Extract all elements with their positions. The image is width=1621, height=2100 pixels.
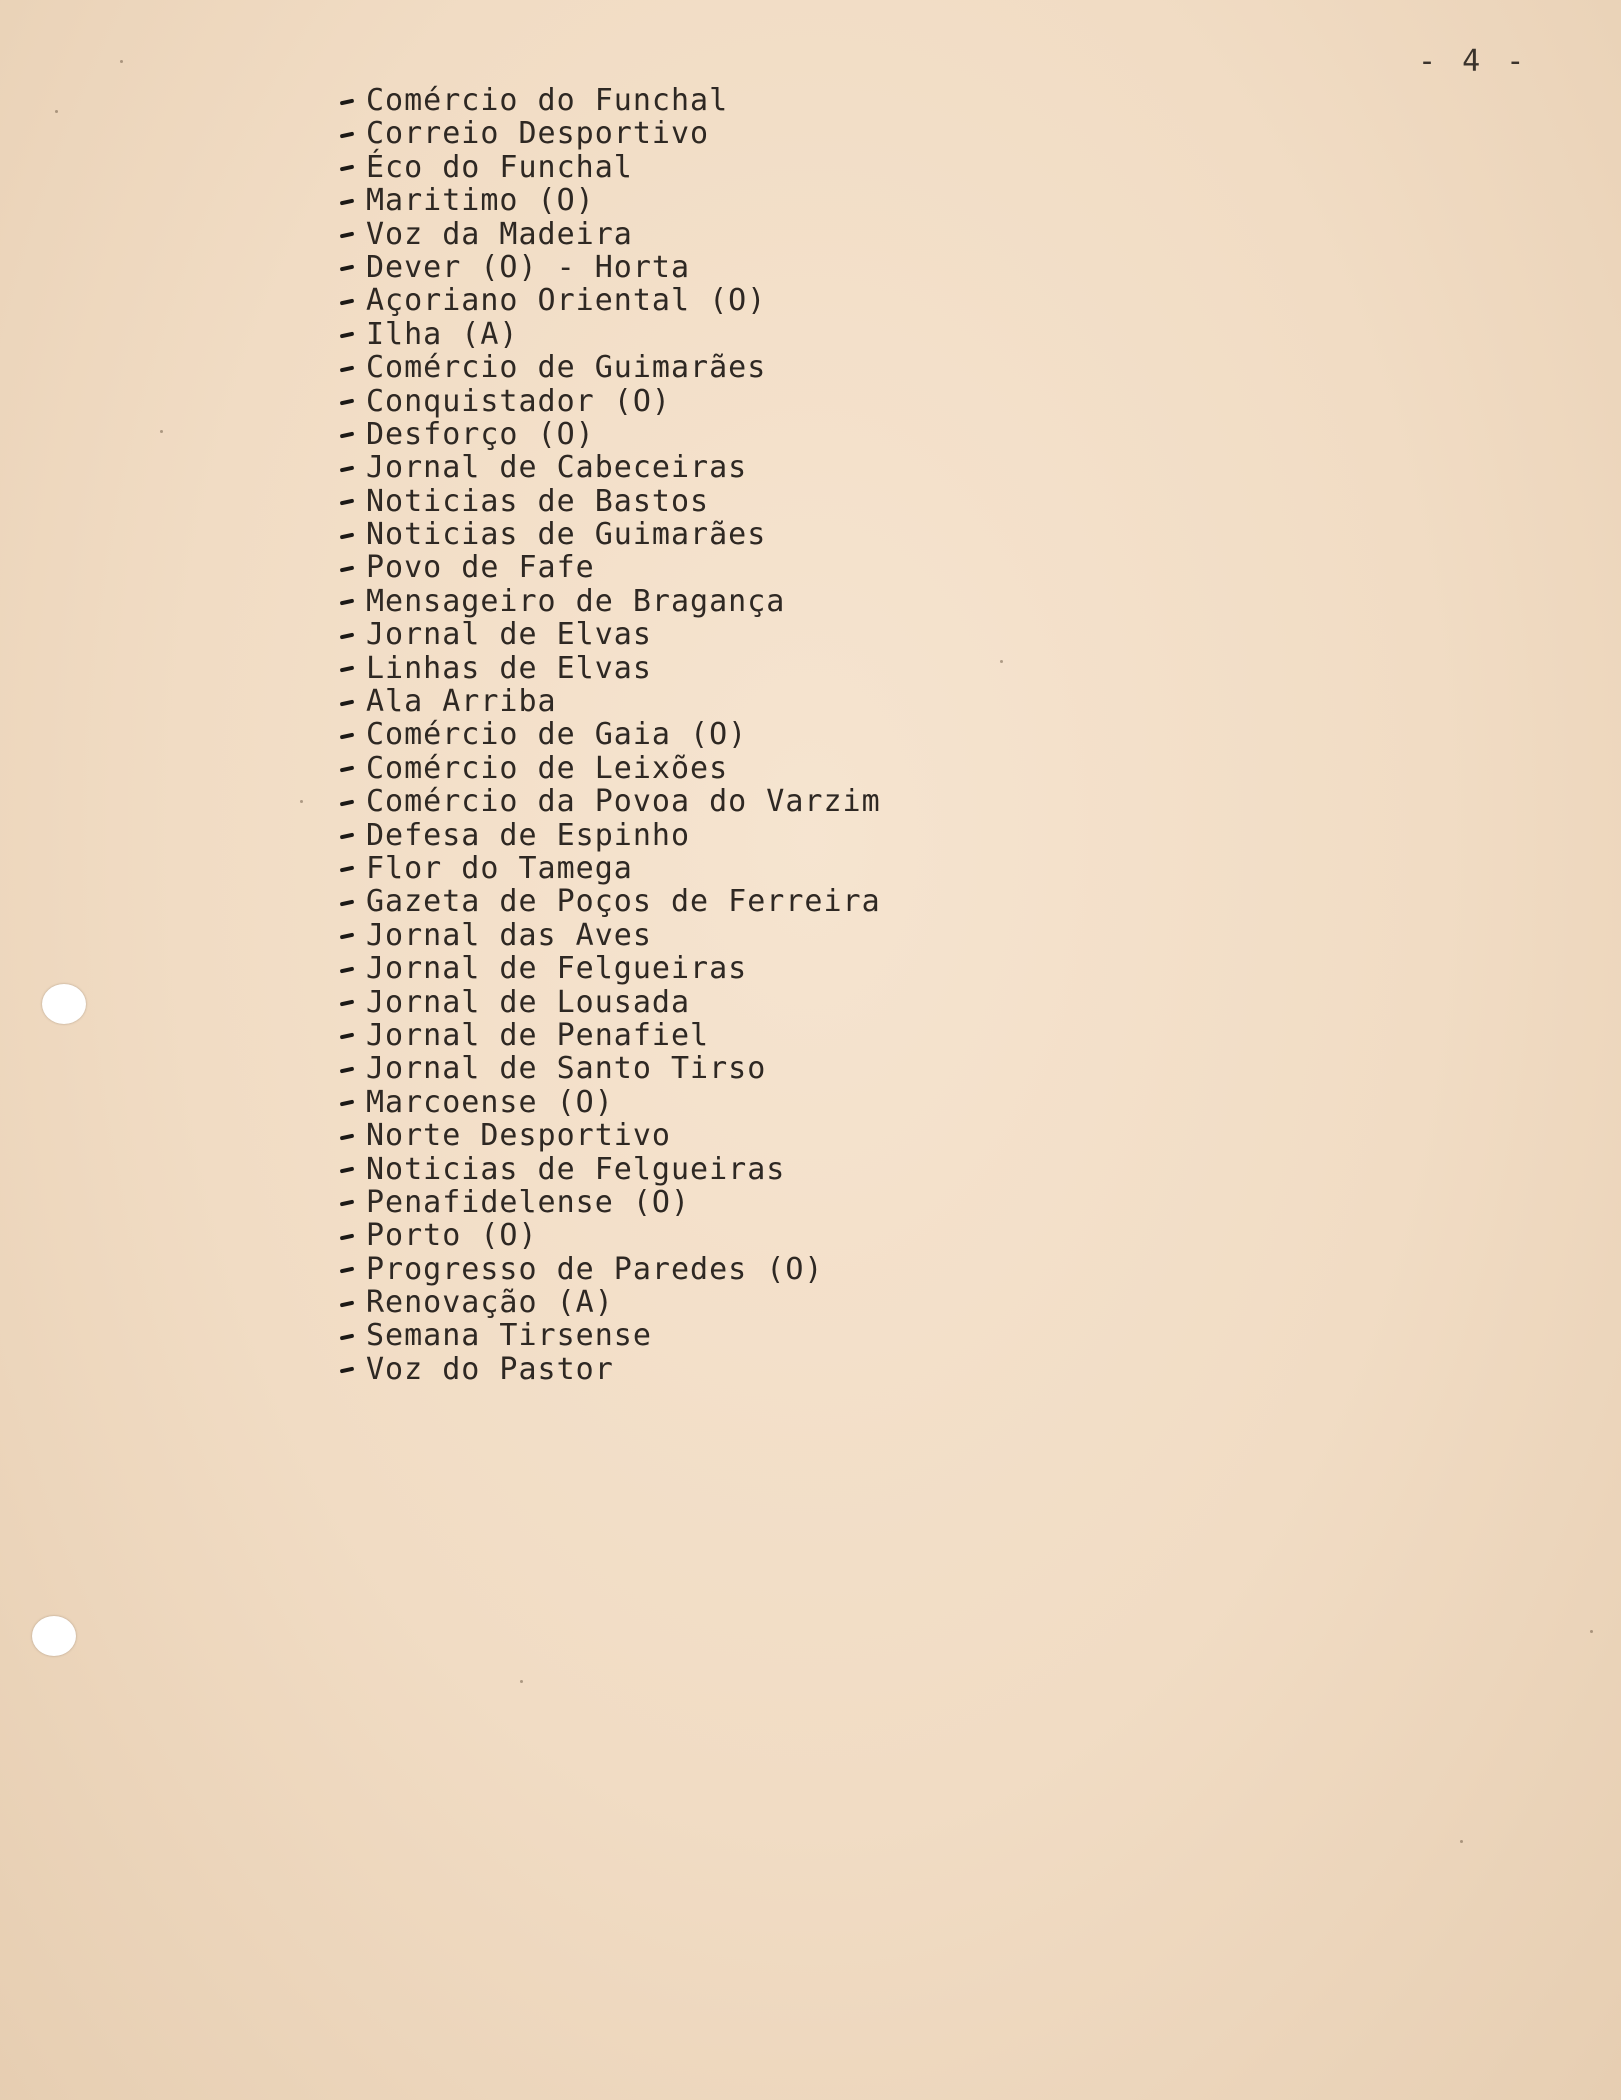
- check-mark-icon: [340, 332, 355, 339]
- punch-hole-bottom: [32, 1616, 76, 1656]
- list-item-text: Jornal de Santo Tirso: [366, 1051, 767, 1087]
- check-mark-icon: [340, 198, 355, 205]
- list-item: [340, 952, 881, 985]
- list-item: [340, 685, 881, 718]
- list-item: [340, 385, 881, 418]
- list-item: [340, 885, 881, 918]
- list-item: [340, 585, 881, 618]
- list-item: [340, 351, 881, 384]
- list-item: [340, 451, 881, 484]
- list-item: [340, 819, 881, 852]
- check-mark-icon: [340, 365, 355, 372]
- paper-speck: [1460, 1840, 1463, 1843]
- list-item: [340, 718, 881, 751]
- check-mark-icon: [340, 1334, 355, 1341]
- check-mark-icon: [340, 833, 355, 840]
- check-mark-icon: [340, 933, 355, 940]
- list-item-text: Açoriano Oriental (O): [366, 283, 767, 319]
- list-item: [340, 1153, 881, 1186]
- list-item: [340, 1286, 881, 1319]
- list-item: [340, 251, 881, 284]
- list-item-text: Noticias de Guimarães: [366, 517, 767, 553]
- list-item-text: Jornal de Penafiel: [366, 1017, 710, 1053]
- list-item: [340, 1119, 881, 1152]
- list-item-text: Jornal de Lousada: [366, 984, 691, 1020]
- check-mark-icon: [340, 265, 355, 272]
- check-mark-icon: [340, 532, 355, 539]
- paper-speck: [520, 1680, 523, 1683]
- list-item: [340, 1186, 881, 1219]
- check-mark-icon: [340, 298, 355, 305]
- check-mark-icon: [340, 1100, 355, 1107]
- check-mark-icon: [340, 98, 355, 105]
- list-item-text: Noticias de Felgueiras: [366, 1151, 786, 1187]
- check-mark-icon: [340, 1000, 355, 1007]
- check-mark-icon: [340, 1033, 355, 1040]
- list-item-text: Povo de Fafe: [366, 550, 595, 586]
- check-mark-icon: [340, 499, 355, 506]
- list-item-text: Jornal das Aves: [366, 917, 652, 953]
- check-mark-icon: [340, 566, 355, 573]
- list-item: [340, 551, 881, 584]
- list-item: [340, 184, 881, 217]
- paper-speck: [160, 430, 163, 433]
- list-item: [340, 84, 881, 117]
- page-number: - 4 -: [1418, 44, 1529, 79]
- list-item: [340, 618, 881, 651]
- list-item-text: Defesa de Espinho: [366, 817, 691, 853]
- check-mark-icon: [340, 899, 355, 906]
- list-item-text: Voz do Pastor: [366, 1351, 614, 1387]
- check-mark-icon: [340, 733, 355, 740]
- list-item-text: Semana Tirsense: [366, 1318, 652, 1354]
- check-mark-icon: [340, 799, 355, 806]
- list-item: [340, 1086, 881, 1119]
- check-mark-icon: [340, 699, 355, 706]
- check-mark-icon: [340, 1267, 355, 1274]
- list-item-text: Renovação (A): [366, 1285, 614, 1321]
- punch-hole-top: [42, 984, 86, 1024]
- list-item-text: Correio Desportivo: [366, 116, 710, 152]
- paper-speck: [1590, 1630, 1593, 1633]
- list-item: [340, 518, 881, 551]
- list-item: [340, 852, 881, 885]
- list-item-text: Conquistador (O): [366, 383, 671, 419]
- list-item: [340, 117, 881, 150]
- list-item-text: Ilha (A): [366, 316, 519, 352]
- list-item-text: Comércio de Guimarães: [366, 350, 767, 386]
- check-mark-icon: [340, 1167, 355, 1174]
- list-item: [340, 418, 881, 451]
- list-item-text: Porto (O): [366, 1218, 538, 1254]
- check-mark-icon: [340, 1200, 355, 1207]
- list-item: [340, 1353, 881, 1386]
- check-mark-icon: [340, 766, 355, 773]
- list-item: [340, 652, 881, 685]
- check-mark-icon: [340, 966, 355, 973]
- list-item: [340, 986, 881, 1019]
- list-item-text: Ala Arriba: [366, 684, 557, 720]
- paper-speck: [120, 60, 123, 63]
- list-item: [340, 785, 881, 818]
- list-item-text: Desforço (O): [366, 416, 595, 452]
- paper-speck: [1000, 660, 1003, 663]
- check-mark-icon: [340, 1367, 355, 1374]
- list-item-text: Jornal de Cabeceiras: [366, 450, 748, 486]
- list-item: [340, 919, 881, 952]
- list-item-text: Comércio da Povoa do Varzim: [366, 784, 881, 820]
- paper-speck: [300, 800, 303, 803]
- check-mark-icon: [340, 632, 355, 639]
- list-item-text: Maritimo (O): [366, 183, 595, 219]
- newspaper-list: [340, 84, 881, 1386]
- list-item: [340, 1219, 881, 1252]
- check-mark-icon: [340, 1133, 355, 1140]
- list-item-text: Mensageiro de Bragança: [366, 583, 786, 619]
- check-mark-icon: [340, 165, 355, 172]
- list-item: [340, 318, 881, 351]
- list-item: [340, 1319, 881, 1352]
- paper-speck: [55, 110, 58, 113]
- check-mark-icon: [340, 232, 355, 239]
- list-item-text: Voz da Madeira: [366, 216, 633, 252]
- list-item-text: Norte Desportivo: [366, 1118, 671, 1154]
- check-mark-icon: [340, 1300, 355, 1307]
- list-item: [340, 151, 881, 184]
- list-item: [340, 1052, 881, 1085]
- list-item-text: Gazeta de Poços de Ferreira: [366, 884, 881, 920]
- list-item: [340, 1019, 881, 1052]
- list-item: [340, 485, 881, 518]
- check-mark-icon: [340, 1066, 355, 1073]
- check-mark-icon: [340, 866, 355, 873]
- check-mark-icon: [340, 432, 355, 439]
- list-item-text: Comércio do Funchal: [366, 83, 729, 118]
- check-mark-icon: [340, 465, 355, 472]
- list-item-text: Progresso de Paredes (O): [366, 1251, 824, 1287]
- check-mark-icon: [340, 399, 355, 406]
- list-item: [340, 1253, 881, 1286]
- check-mark-icon: [340, 1233, 355, 1240]
- list-item: [340, 284, 881, 317]
- check-mark-icon: [340, 666, 355, 673]
- list-item-text: Flor do Tamega: [366, 850, 633, 886]
- list-item: [340, 752, 881, 785]
- list-item-text: Dever (O) - Horta: [366, 249, 691, 285]
- list-item-text: Linhas de Elvas: [366, 650, 652, 686]
- list-item-text: Penafidelense (O): [366, 1184, 691, 1220]
- list-item-text: Comércio de Gaia (O): [366, 717, 748, 753]
- list-item-text: Marcoense (O): [366, 1084, 614, 1120]
- list-item-text: Jornal de Elvas: [366, 617, 652, 653]
- list-item: [340, 218, 881, 251]
- list-item-text: Jornal de Felgueiras: [366, 951, 748, 987]
- list-item-text: Éco do Funchal: [366, 149, 633, 185]
- list-item-text: Comércio de Leixões: [366, 750, 729, 786]
- check-mark-icon: [340, 599, 355, 606]
- check-mark-icon: [340, 131, 355, 138]
- list-item-text: Noticias de Bastos: [366, 483, 710, 519]
